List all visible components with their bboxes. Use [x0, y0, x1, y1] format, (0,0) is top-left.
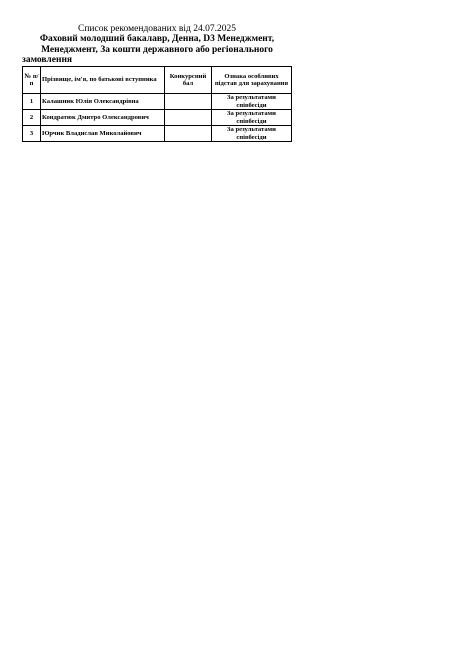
row-score: [165, 110, 212, 126]
table-row: [23, 94, 292, 110]
row-note: За результатами співбесіди: [212, 94, 292, 110]
row-score: [165, 94, 212, 110]
row-score: [165, 126, 212, 142]
row-note: За результатами співбесіди: [212, 126, 292, 142]
table-header-row: [23, 67, 292, 94]
subtitle-line-3: замовлення: [22, 55, 73, 65]
header-score: Конкурсний бал: [165, 67, 212, 94]
subtitle-line-1: Фаховий молодший бакалавр, Денна, D3 Менеджмент,: [39, 34, 275, 44]
table-row: [23, 110, 292, 126]
document-subtitle: [22, 34, 292, 66]
header-number: № п/п: [23, 67, 41, 94]
header-note: Ознака особливих підстав для зарахування: [212, 67, 292, 94]
row-name: Юрчик Владислав Миколайович: [41, 126, 165, 142]
row-note: За результатами співбесіди: [212, 110, 292, 126]
row-number: 1: [23, 94, 41, 110]
row-number: 2: [23, 110, 41, 126]
document-title: Список рекомендованих від 24.07.2025: [78, 24, 236, 34]
subtitle-line-2: Менеджмент, За кошти державного або регіонального: [41, 44, 273, 55]
row-name: Кондратюк Дмитро Олександрович: [41, 110, 165, 126]
recommended-list-table: [22, 66, 292, 142]
row-number: 3: [23, 126, 41, 142]
table-row: [23, 126, 292, 142]
header-name: Прізвище, ім'я, по батькові вступника: [41, 67, 165, 94]
row-name: Калашник Юлія Олександрівна: [41, 94, 165, 110]
